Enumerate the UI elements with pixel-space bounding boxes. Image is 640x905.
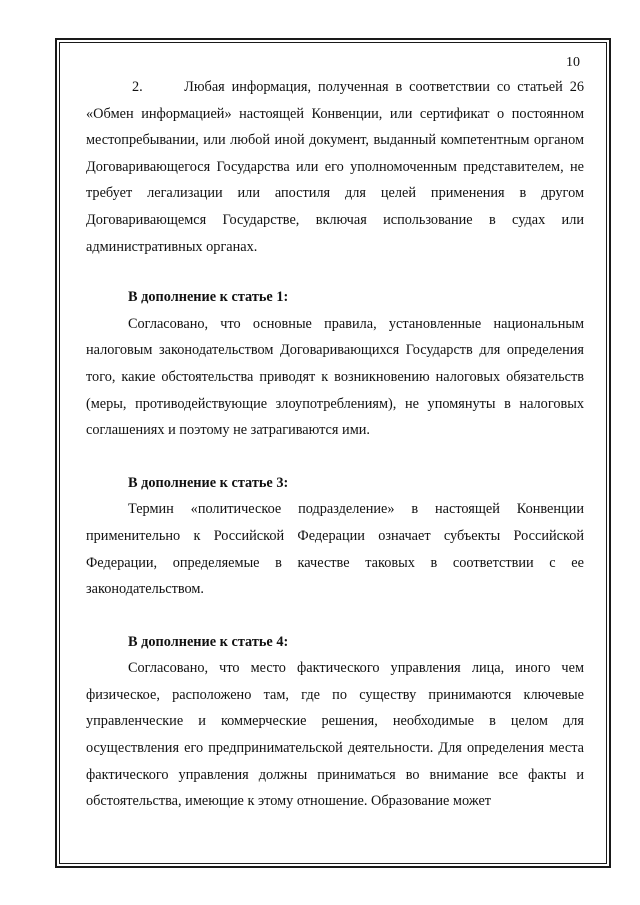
heading-article-1: В дополнение к статье 1:: [128, 289, 289, 306]
page-number: 10: [566, 55, 580, 70]
heading-article-4: В дополнение к статье 4:: [128, 633, 289, 650]
paragraph-item-2: 2. Любая информация, полученная в соответствии со статьей 26 «Обмен информацией» настоящей Конвенции, или сертификат о постоянном местопребывании, или любой иной документ, выданный компетентным органом Договаривающегося Государства или его уполномоченным представителем, не требует легализации или апостиля для целей применения в другом Договаривающемся Государстве, включая использование в судах или административных органах.: [86, 79, 584, 255]
paragraph-article-1: Согласовано, что основные правила, установленные национальным налоговым законодательством Договаривающихся Государств для определения того, какие обстоятельства приводят к возникновению налоговых обязательств (меры, противодействующие злоупотреблениям), не упомянуты в налоговых соглашениях и поэтому не затрагиваются ими.: [86, 315, 584, 439]
document-body: [86, 74, 584, 815]
heading-article-3: В дополнение к статье 3:: [128, 474, 289, 491]
paragraph-article-4: Согласовано, что место фактического управления лица, иного чем физическое, расположено там, где по существу принимаются ключевые управленческие и коммерческие решения, необходимые в целом для осуществления его предпринимательской деятельности. Для определения места фактического управления должны приниматься во внимание все факты и обстоятельства, имеющие к этому отношение. Образование может: [86, 660, 584, 810]
paragraph-article-3: Термин «политическое подразделение» в настоящей Конвенции применительно к Российской Федерации означает субъекты Российской Федерации, определяемые в качестве таковых в соответствии с ее законодательством.: [86, 501, 584, 598]
